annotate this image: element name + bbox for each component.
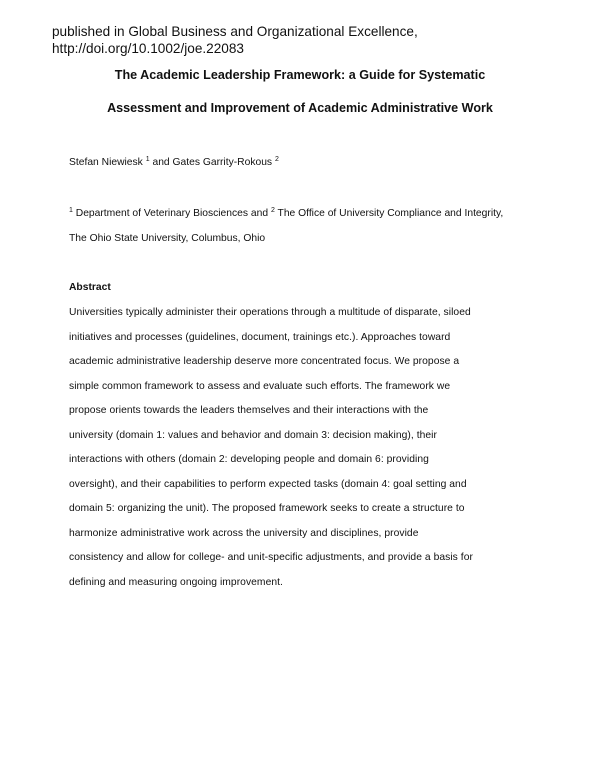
abstract-line: oversight), and their capabilities to perform expected tasks (domain 4: goal setting and xyxy=(69,478,467,490)
abstract-line: initiatives and processes (guidelines, document, trainings etc.). Approaches toward xyxy=(69,331,451,343)
affiliation-text: The Office of University Compliance and Integrity, xyxy=(274,208,504,219)
abstract-line: interactions with others (domain 2: developing people and domain 6: providing xyxy=(69,454,429,465)
affiliations xyxy=(69,207,503,257)
author-name: Stefan Niewiesk xyxy=(69,157,143,168)
abstract-line: harmonize administrative work across the university and disciplines, provide xyxy=(69,527,419,539)
abstract-line: academic administrative leadership deserve more concentrated focus. We propose a xyxy=(69,356,460,367)
author-affiliation-marker: 2 xyxy=(274,156,279,163)
author-name: and Gates Garrity-Rokous xyxy=(149,157,273,168)
abstract-line: simple common framework to assess and evaluate such efforts. The framework we xyxy=(69,380,451,392)
abstract-line: propose orients towards the leaders themselves and their interactions with the xyxy=(69,405,429,416)
affiliation-marker: 2 xyxy=(270,207,275,214)
affiliation-line xyxy=(69,207,503,232)
abstract-body xyxy=(69,306,539,600)
paper-title xyxy=(0,67,600,133)
publication-note xyxy=(52,23,572,57)
affiliation-line: The Ohio State University, Columbus, Ohio xyxy=(69,233,266,244)
doi-link[interactable]: http://doi.org/10.1002/joe.22083 xyxy=(52,41,244,56)
title-line: The Academic Leadership Framework: a Guide for Systematic xyxy=(114,68,486,82)
affiliation-text: Department of Veterinary Biosciences and xyxy=(72,208,271,219)
author-list xyxy=(69,156,279,170)
abstract-line: Universities typically administer their operations through a multitude of disparate, siloed xyxy=(69,307,471,318)
affiliation-marker: 1 xyxy=(69,207,73,214)
abstract-heading: Abstract xyxy=(69,282,111,293)
publication-note-line: published in Global Business and Organizational Excellence, xyxy=(52,24,418,39)
abstract-line: consistency and allow for college- and unit-specific adjustments, and provide a basis for xyxy=(69,552,473,563)
abstract-line: domain 5: organizing the unit). The proposed framework seeks to create a structure to xyxy=(69,503,465,514)
abstract-line: university (domain 1: values and behavior and domain 3: decision making), their xyxy=(69,429,437,441)
abstract-line: defining and measuring ongoing improvement. xyxy=(69,576,283,588)
author-affiliation-marker: 1 xyxy=(145,156,150,163)
title-line: Assessment and Improvement of Academic Administrative Work xyxy=(107,101,493,115)
